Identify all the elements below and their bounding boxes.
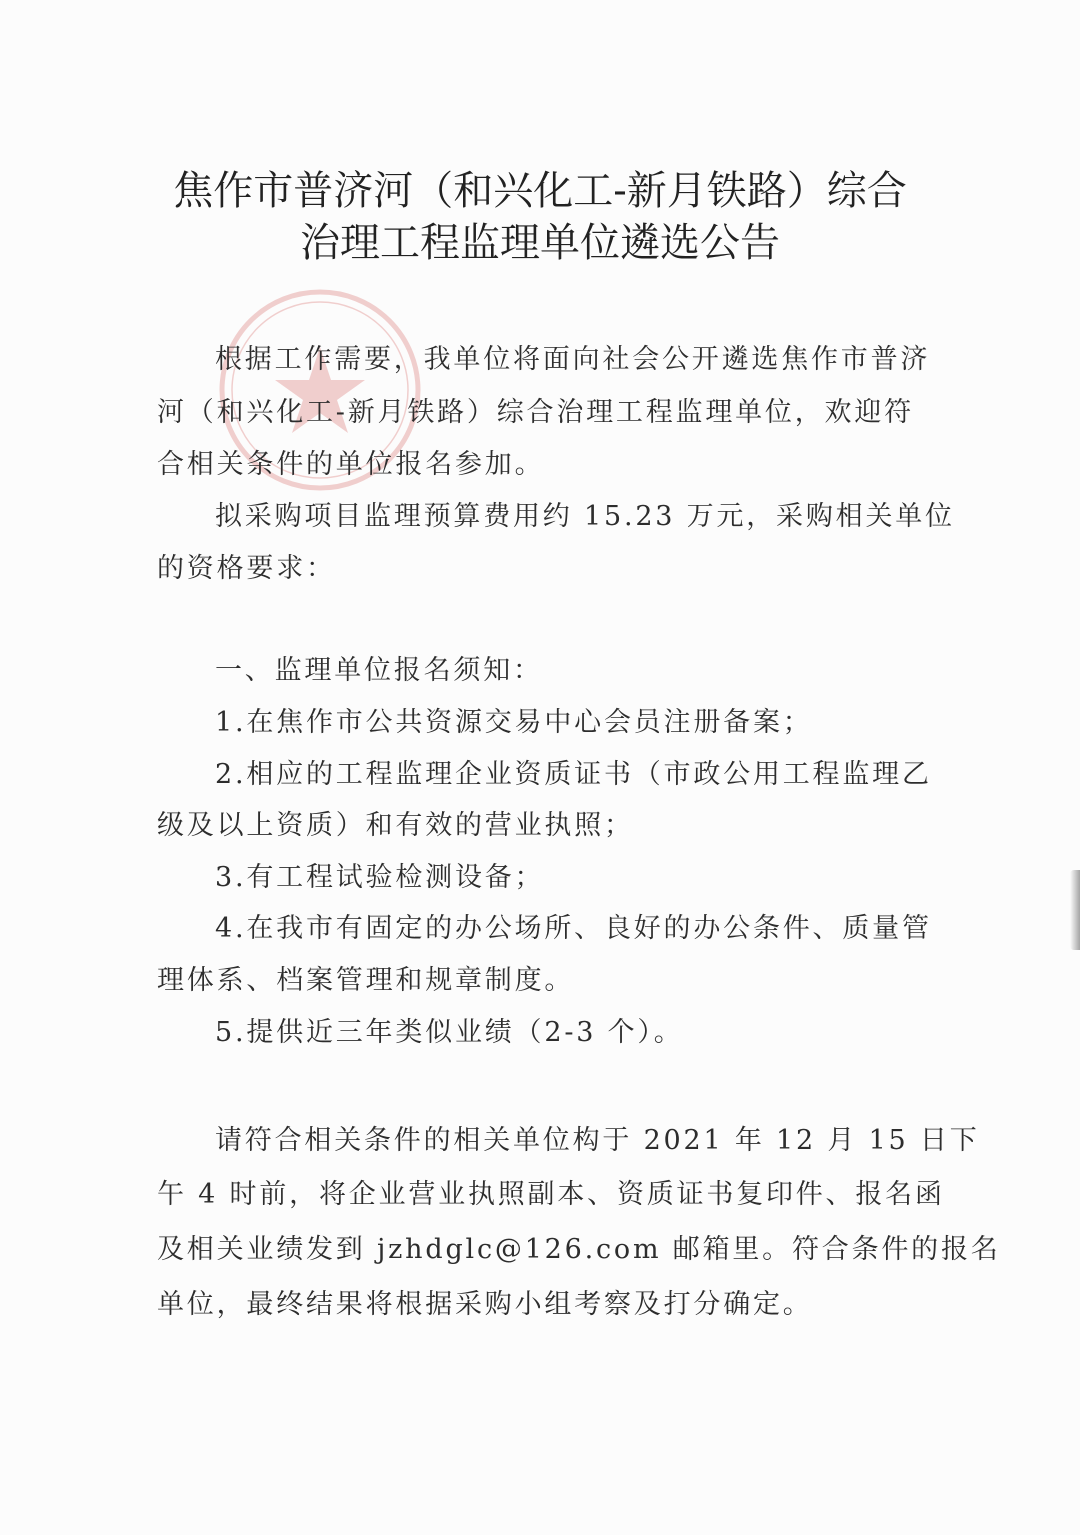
budget-line-1: 拟采购项目监理预算费用约 15.23 万元，采购相关单位 — [215, 501, 955, 532]
intro-line-2: 河（和兴化工-新月铁路）综合治理工程监理单位，欢迎符 — [157, 397, 914, 428]
list-item-5: 5.提供近三年类似业绩（2-3 个）。 — [215, 1017, 684, 1048]
section-heading: 一、监理单位报名须知： — [215, 655, 543, 686]
list-item-4-line-2: 理体系、档案管理和规章制度。 — [157, 965, 575, 996]
title-line-1: 焦作市普济河（和兴化工-新月铁路）综合 — [173, 168, 907, 214]
list-item-3: 3.有工程试验检测设备； — [215, 862, 545, 893]
intro-line-1: 根据工作需要，我单位将面向社会公开遴选焦作市普济 — [215, 344, 931, 375]
closing-line-1: 请符合相关条件的相关单位构于 2021 年 12 月 15 日下 — [215, 1125, 980, 1156]
list-item-1: 1.在焦作市公共资源交易中心会员注册备案； — [215, 707, 813, 738]
closing-line-2: 午 4 时前，将企业营业执照副本、资质证书复印件、报名函 — [157, 1179, 945, 1210]
list-item-2-line-1: 2.相应的工程监理企业资质证书（市政公用工程监理乙 — [215, 759, 932, 790]
title-line-2: 治理工程监理单位遴选公告 — [300, 220, 780, 266]
intro-line-3: 合相关条件的单位报名参加。 — [157, 449, 545, 480]
document-title — [100, 165, 980, 269]
list-item-2-line-2: 级及以上资质）和有效的营业执照； — [157, 810, 634, 841]
page-edge-shadow — [1070, 870, 1080, 950]
closing-line-3: 及相关业绩发到 jzhdglc@126.com 邮箱里。符合条件的报名 — [157, 1234, 1001, 1265]
list-item-4-line-1: 4.在我市有固定的办公场所、良好的办公条件、质量管 — [215, 913, 932, 944]
closing-line-4: 单位，最终结果将根据采购小组考察及打分确定。 — [157, 1289, 813, 1320]
budget-line-2: 的资格要求： — [157, 553, 336, 584]
